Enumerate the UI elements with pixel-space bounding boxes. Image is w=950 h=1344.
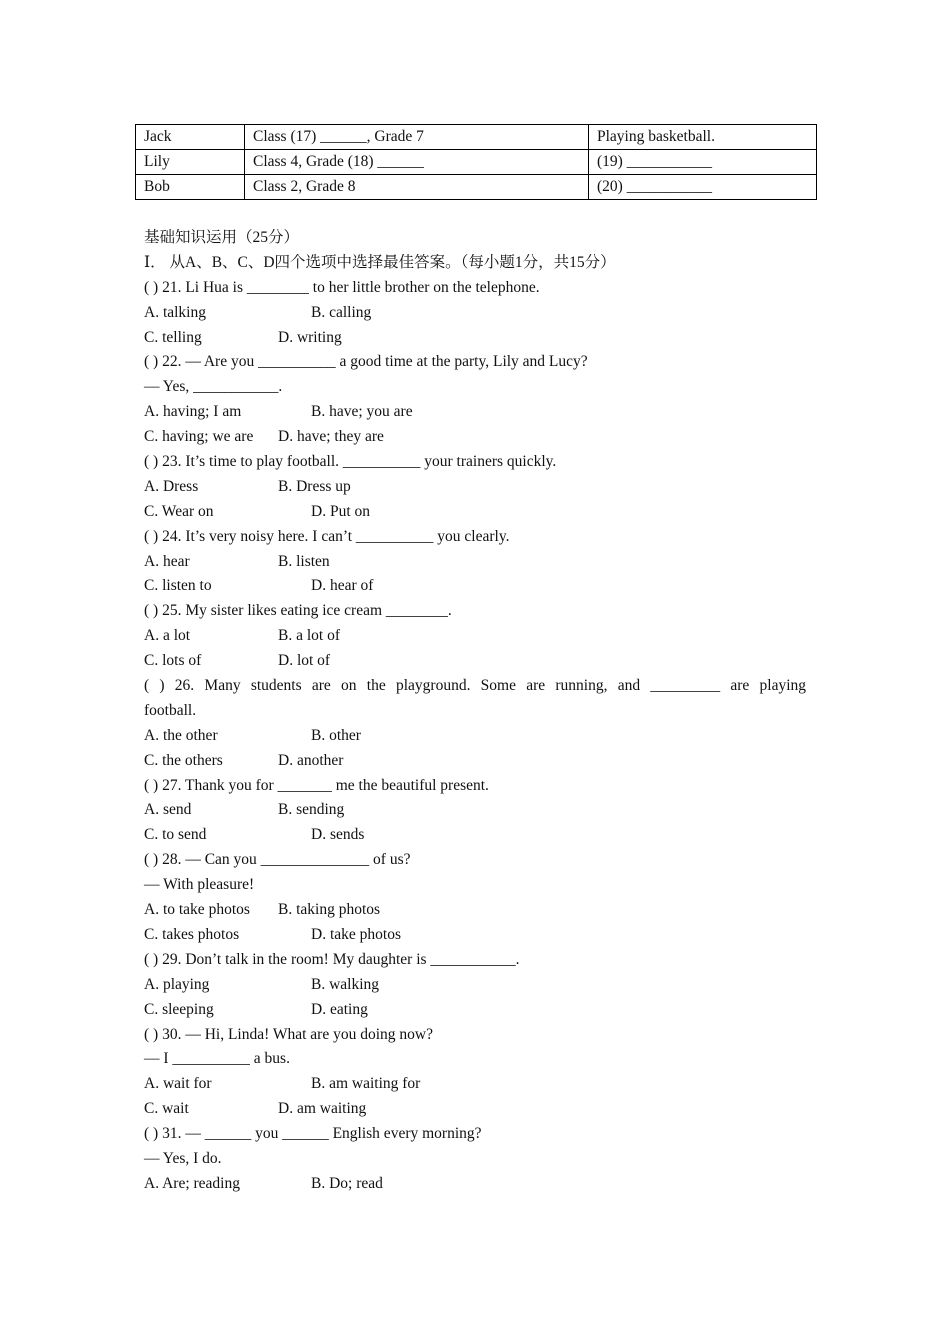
option: C. Wear on <box>144 502 214 520</box>
option: C. sleeping <box>144 1000 214 1018</box>
option-row <box>144 574 806 599</box>
option: B. a lot of <box>278 627 340 645</box>
option-row <box>144 998 806 1023</box>
option-row <box>144 550 806 575</box>
option: B. Do; read <box>311 1174 383 1192</box>
option: A. to take photos <box>144 901 250 919</box>
option: B. sending <box>278 801 345 819</box>
option: A. playing <box>144 975 210 993</box>
question-stem: — Yes, I do. <box>144 1149 222 1167</box>
option: D. am waiting <box>278 1100 367 1118</box>
table-row <box>136 175 817 200</box>
question-stem: — I __________ a bus. <box>144 1050 290 1068</box>
table-cell: Playing basketball. <box>589 125 817 150</box>
option: D. another <box>278 751 344 769</box>
option: A. having; I am <box>144 403 242 421</box>
option-row <box>144 798 806 823</box>
option-row <box>144 1097 806 1122</box>
table-cell: (20) ___________ <box>589 175 817 200</box>
question-stem: ( ) 27. Thank you for _______ me the beautiful present. <box>144 776 489 794</box>
table-row <box>136 125 817 150</box>
option: B. calling <box>311 303 372 321</box>
section-instruction: Ⅰ． 从A、B、C、D四个选项中选择最佳答案。（每小题1分，共15分） <box>144 253 616 271</box>
option: B. Dress up <box>278 477 351 495</box>
option: C. wait <box>144 1100 189 1118</box>
option-row <box>144 823 806 848</box>
option: D. take photos <box>311 925 401 943</box>
table-cell: Class 4, Grade (18) ______ <box>245 150 589 175</box>
question-stem: ( ) 28. — Can you ______________ of us? <box>144 851 411 869</box>
option: A. wait for <box>144 1075 212 1093</box>
question-stem: ( ) 21. Li Hua is ________ to her little brother on the telephone. <box>144 278 540 296</box>
question-stem: ( ) 22. — Are you __________ a good time at the party, Lily and Lucy? <box>144 353 588 371</box>
option: A. Are; reading <box>144 1174 240 1192</box>
option: C. telling <box>144 328 202 346</box>
option-row <box>144 898 806 923</box>
option: D. Put on <box>311 502 370 520</box>
table-cell: (19) ___________ <box>589 150 817 175</box>
option: C. having; we are <box>144 428 254 446</box>
question-stem: — With pleasure! <box>144 876 255 894</box>
option: D. have; they are <box>278 428 384 446</box>
option: D. hear of <box>311 577 374 595</box>
option-row <box>144 973 806 998</box>
option-row <box>144 301 806 326</box>
question-stem: ( ) 31. — ______ you ______ English every morning? <box>144 1125 482 1143</box>
table-cell: Class 2, Grade 8 <box>245 175 589 200</box>
table-cell: Class (17) ______, Grade 7 <box>245 125 589 150</box>
question-stem: football. <box>144 701 197 719</box>
question-stem: ( ) 26. Many students are on the playground. Some are running, and _________ are playing <box>144 677 806 695</box>
option: C. listen to <box>144 577 212 595</box>
option: D. lot of <box>278 652 331 670</box>
option-row <box>144 1172 806 1197</box>
option: D. sends <box>311 826 365 844</box>
option-row <box>144 400 806 425</box>
question-stem: ( ) 23. It’s time to play football. __________ your trainers quickly. <box>144 453 557 471</box>
question-stem: ( ) 30. — Hi, Linda! What are you doing now? <box>144 1025 433 1043</box>
table-row <box>136 150 817 175</box>
option-row <box>144 1072 806 1097</box>
student-info-table <box>135 124 817 200</box>
section-title: 基础知识运用（25分） <box>144 229 300 246</box>
option-row <box>144 724 806 749</box>
option: B. am waiting for <box>311 1075 421 1093</box>
option: D. eating <box>311 1000 368 1018</box>
option: C. lots of <box>144 652 202 670</box>
option: B. have; you are <box>311 403 413 421</box>
option: C. takes photos <box>144 925 240 943</box>
option-row <box>144 649 806 674</box>
option: A. the other <box>144 726 218 744</box>
option: B. other <box>311 726 361 744</box>
option: A. hear <box>144 552 190 570</box>
question-stem: ( ) 24. It’s very noisy here. I can’t __________ you clearly. <box>144 527 510 545</box>
question-stem: ( ) 25. My sister likes eating ice cream ________. <box>144 602 452 620</box>
option: B. taking photos <box>278 901 381 919</box>
option-row <box>144 326 806 351</box>
option-row <box>144 923 806 948</box>
option-row <box>144 475 806 500</box>
option: D. writing <box>278 328 342 346</box>
option-row <box>144 425 806 450</box>
questions-section <box>144 226 806 1197</box>
option-row <box>144 624 806 649</box>
question-stem: ( ) 29. Don’t talk in the room! My daughter is ___________. <box>144 950 520 968</box>
option: A. talking <box>144 303 206 321</box>
question-stem: — Yes, ___________. <box>144 378 283 396</box>
option: A. Dress <box>144 477 199 495</box>
option: A. a lot <box>144 627 191 645</box>
option: B. walking <box>311 975 380 993</box>
option: B. listen <box>278 552 330 570</box>
option-row <box>144 749 806 774</box>
option-row <box>144 500 806 525</box>
table-cell: Bob <box>136 175 245 200</box>
option: C. the others <box>144 751 223 769</box>
table-cell: Jack <box>136 125 245 150</box>
table-cell: Lily <box>136 150 245 175</box>
option: C. to send <box>144 826 207 844</box>
option: A. send <box>144 801 192 819</box>
